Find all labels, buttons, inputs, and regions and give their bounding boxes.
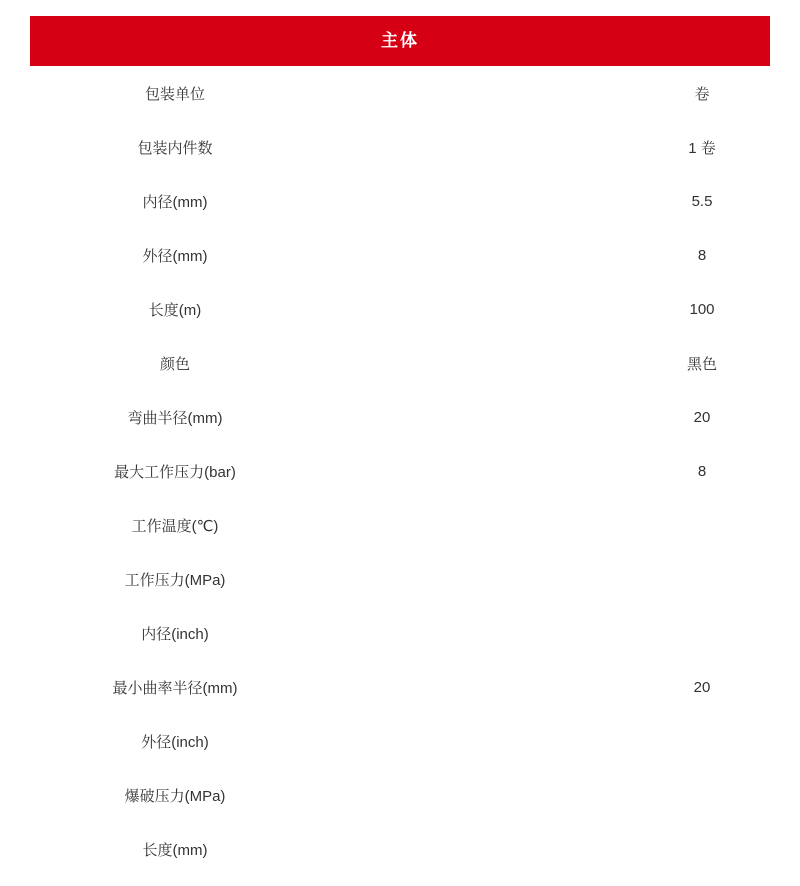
spec-spacer (320, 768, 632, 822)
spec-value (632, 714, 772, 768)
spec-spacer (320, 606, 632, 660)
spec-spacer (320, 552, 632, 606)
spec-label: 弯曲半径(mm) (127, 409, 223, 427)
spec-label: 最大工作压力(bar) (114, 463, 236, 481)
spec-label: 长度(m) (148, 301, 202, 319)
spec-spacer (320, 228, 632, 282)
table-row (30, 498, 772, 552)
table-row (30, 822, 772, 876)
spec-spacer (320, 444, 632, 498)
spec-label: 包装单位 (144, 85, 205, 103)
spec-value (632, 498, 772, 552)
table-row (30, 768, 772, 822)
spec-label: 内径(mm) (142, 193, 208, 211)
table-row (30, 174, 772, 228)
spec-value: 黑色 (686, 355, 717, 373)
spec-label: 最小曲率半径(mm) (112, 679, 238, 697)
spec-value: 20 (693, 408, 711, 426)
table-row (30, 282, 772, 336)
spec-label: 爆破压力(MPa) (124, 787, 226, 805)
spec-spacer (320, 390, 632, 444)
spec-spacer (320, 174, 632, 228)
spec-label: 内径(inch) (141, 625, 209, 643)
specification-panel (30, 16, 770, 876)
table-row (30, 66, 772, 120)
spec-label: 长度(mm) (142, 841, 208, 859)
spec-value (632, 552, 772, 606)
spec-spacer (320, 822, 632, 876)
specification-table (30, 66, 772, 876)
spec-value: 8 (697, 462, 707, 480)
spec-value (632, 822, 772, 876)
spec-spacer (320, 120, 632, 174)
spec-label: 包装内件数 (137, 139, 213, 157)
spec-label: 工作温度(℃) (131, 517, 219, 535)
panel-title: 主体 (30, 16, 770, 66)
table-row (30, 444, 772, 498)
spec-value: 卷 (694, 85, 710, 103)
spec-value: 20 (693, 678, 711, 696)
specification-table-body (30, 66, 772, 876)
table-row (30, 660, 772, 714)
spec-value: 5.5 (691, 192, 713, 210)
spec-value: 1 卷 (688, 139, 716, 157)
spec-value: 100 (689, 300, 715, 318)
spec-spacer (320, 282, 632, 336)
table-row (30, 228, 772, 282)
table-row (30, 336, 772, 390)
table-row (30, 390, 772, 444)
spec-label: 外径(inch) (141, 733, 209, 751)
spec-spacer (320, 498, 632, 552)
spec-spacer (320, 66, 632, 120)
spec-spacer (320, 714, 632, 768)
spec-value: 8 (697, 246, 707, 264)
table-row (30, 552, 772, 606)
table-row (30, 120, 772, 174)
table-row (30, 606, 772, 660)
spec-label: 颜色 (159, 355, 190, 373)
table-row (30, 714, 772, 768)
spec-spacer (320, 660, 632, 714)
spec-value (632, 606, 772, 660)
spec-spacer (320, 336, 632, 390)
spec-value (632, 768, 772, 822)
spec-label: 工作压力(MPa) (124, 571, 226, 589)
spec-label: 外径(mm) (142, 247, 208, 265)
